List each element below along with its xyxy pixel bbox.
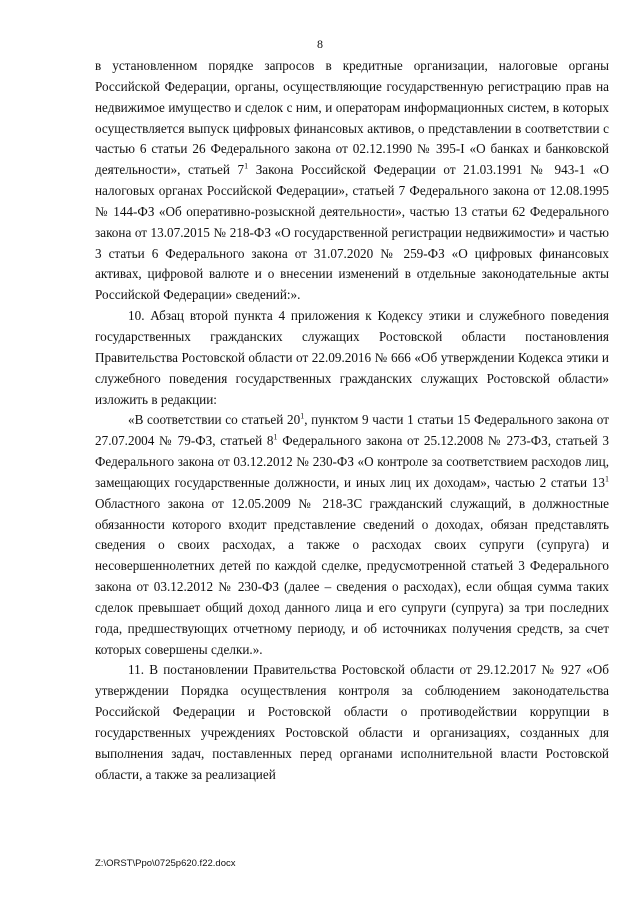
superscript: 1 [273, 432, 278, 442]
page-number: 8 [317, 37, 323, 51]
footer-file-path: Z:\ORST\Ppo\0725p620.f22.docx [95, 858, 236, 869]
text-run: 11. В постановлении Правительства Ростовской области от 29.12.2017 № 927 «Об утверждении Порядка осуществления контроля за соблюдением законодательства Российской Федерации и Ростовской области о противодействии коррупции в государственных учреждениях Ростовской области и организациях, созданных для выполнения задач, поставленных перед органами исполнительной власти Ростовской области, а также за реализацией [95, 662, 609, 782]
text-run: в установленном порядке запросов в кредитные организации, налоговые органы Российской Федерации, органы, осуществляющие государственную регистрацию прав на недвижимое имущество и сделок с ним, и операторам информационных систем, в которых осуществляется выпуск цифровых финансовых активов, о представлении в соответствии с частью 6 статьи 26 Федерального закона от 02.12.1990 № 395-I «О банках и банковской деятельности», статьей 7 [95, 58, 609, 178]
text-run: Областного закона от 12.05.2009 № 218-ЗС гражданский служащий, в должностные обязанности которого входит представление сведений о доходах, обязан представлять сведения о своих расходах, а также о расходах своих супруги (супруга) и несовершеннолетних детей по каждой сделке, предусмотренной статьей 3 Федерального закона от 03.12.2012 № 230-ФЗ (далее – сведения о расходах), если общая сумма таких сделок превышает общий доход данного лица и его супруги (супруга) за три последних года, предшествующих отчетному периоду, и об источниках получения средств, за счет которых совершены сделки.». [95, 495, 609, 657]
superscript: 1 [244, 161, 249, 171]
text-run: 10. Абзац второй пункта 4 приложения к Кодексу этики и служебного поведения государственных гражданских служащих Ростовской области постановления Правительства Ростовской области от 22.09.2016 № 666 «Об утверждении Кодекса этики и служебного поведения государственных гражданских служащих Ростовской области» изложить в редакции: [95, 308, 609, 407]
document-body [95, 56, 609, 786]
paragraph [95, 410, 609, 660]
paragraph [95, 56, 609, 306]
text-run: , пунктом 9 части 1 статьи 15 Федерального закона от 27.07.2004 № 79-ФЗ, статьей 8 [95, 412, 609, 449]
text-run: «В соответствии со статьей 20 [128, 412, 301, 428]
paragraph [95, 306, 609, 410]
paragraph [95, 660, 609, 785]
superscript: 1 [300, 411, 305, 421]
text-run: Закона Российской Федерации от 21.03.1991 № 943-1 «О налоговых органах Российской Федерации», статьей 7 Федерального закона от 12.08.1995 № 144-ФЗ «Об оперативно-розыскной деятельности», частью 13 статьи 62 Федерального закона от 13.07.2015 № 218-ФЗ «О государственной регистрации недвижимости» и частью 3 статьи 6 Федерального закона от 31.07.2020 № 259-ФЗ «О цифровых финансовых активах, цифровой валюте и о внесении изменений в отдельные законодательные акты Российской Федерации» сведений:». [95, 162, 609, 303]
text-run: Федерального закона от 25.12.2008 № 273-ФЗ, статьей 3 Федерального закона от 03.12.2012 № 230-ФЗ «О контроле за соответствием расходов лиц, замещающих государственные должности, и иных лиц их доходам», частью 2 статьи 13 [95, 433, 610, 490]
superscript: 1 [605, 474, 609, 484]
